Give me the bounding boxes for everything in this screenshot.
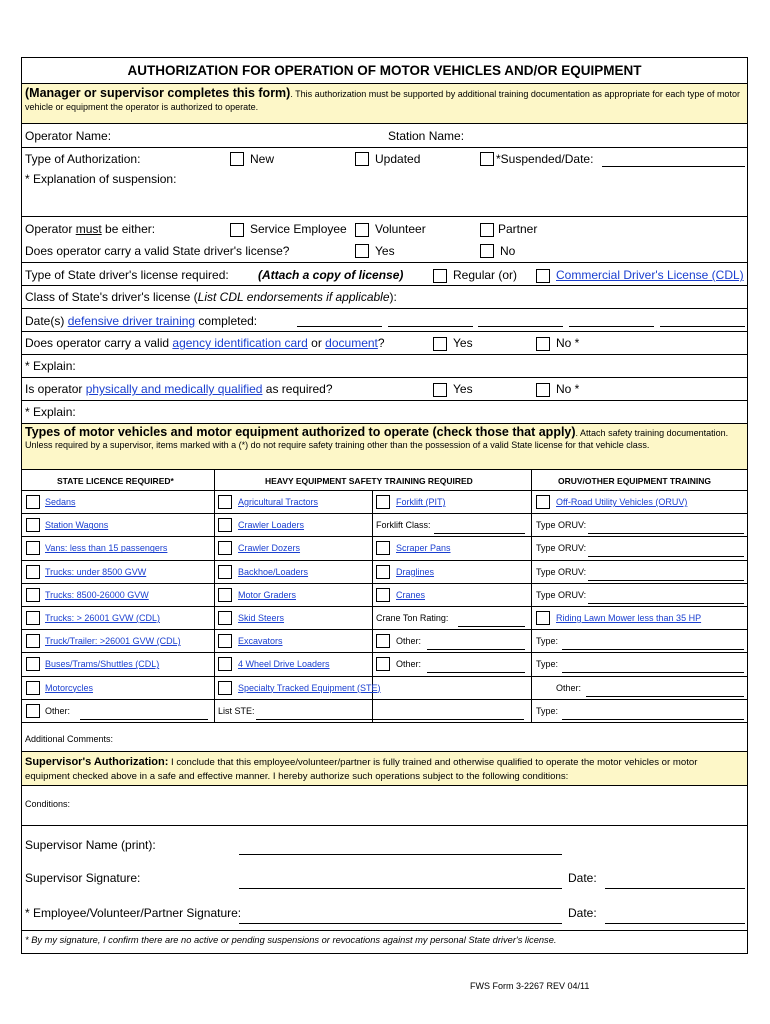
suspended-label: *Suspended/Date: — [496, 152, 594, 166]
table-row — [22, 491, 747, 514]
supervisor-sig-line[interactable] — [239, 888, 562, 889]
date-label-1: Date: — [568, 870, 597, 885]
types-section-text: . Attach safety training documentation. Unless required by a supervisor, items marked with a (*) do not require safety training other than the possession of a valid State license for that vehicle class. — [25, 428, 729, 450]
operator-must-row — [22, 217, 747, 240]
state-licence-item[interactable]: Station Wagons — [45, 520, 109, 531]
oruv-type-line[interactable] — [588, 580, 744, 581]
conditions-row — [22, 786, 747, 826]
heavy-equipment-item-2[interactable]: Cranes — [396, 589, 426, 600]
state-licence-item[interactable]: Sedans — [45, 497, 76, 507]
state-licence-item[interactable]: Trucks: under 8500 GVW — [45, 566, 147, 577]
list-ste-line[interactable] — [256, 719, 524, 720]
agency-id-label: Does operator carry a valid agency identification card or document? — [25, 336, 385, 350]
defensive-training-link[interactable]: defensive driver training — [67, 314, 196, 328]
vehicle-checkbox[interactable] — [26, 611, 40, 625]
date-line-sup[interactable] — [605, 888, 745, 889]
supervisor-name-label: Supervisor Name (print): — [25, 837, 156, 852]
vehicle-checkbox[interactable] — [26, 541, 40, 555]
heavy-equipment-item-2: Other: — [396, 636, 422, 647]
equipment-checkbox[interactable] — [376, 657, 390, 671]
vehicle-checkbox[interactable] — [26, 657, 40, 671]
forklift-class-line[interactable] — [434, 533, 525, 534]
date-line-1[interactable] — [297, 326, 382, 327]
vehicle-checkbox[interactable] — [26, 495, 40, 509]
equipment-checkbox[interactable] — [218, 518, 232, 532]
heavy-equipment-item[interactable]: Crawler Dozers — [238, 543, 301, 554]
vehicle-checkbox[interactable] — [26, 704, 40, 718]
physical-qualified-link[interactable]: physically and medically qualified — [85, 382, 263, 396]
heavy-equipment-item: List STE: — [218, 705, 255, 716]
physical-label: Is operator physically and medically qualified as required? — [25, 382, 333, 396]
heavy-equipment-item-2: Forklift Class: — [376, 520, 431, 531]
employee-sig-label: * Employee/Volunteer/Partner Signature: — [25, 905, 242, 920]
additional-comments-label: Additional Comments: — [25, 733, 114, 744]
heavy-equipment-item-2: Crane Ton Rating: — [376, 612, 449, 623]
physical-yes-checkbox[interactable] — [433, 383, 447, 397]
cdl-checkbox[interactable] — [536, 269, 550, 283]
table-row — [22, 677, 747, 700]
license-class-label: Class of State's driver's license (List CDL endorsements if applicable): — [25, 290, 397, 304]
state-licence-item[interactable]: Trucks: 8500-26000 GVW — [45, 589, 149, 600]
employee-sig-row — [22, 895, 747, 931]
equipment-checkbox[interactable] — [218, 634, 232, 648]
equipment-checkbox[interactable] — [376, 634, 390, 648]
oruv-checkbox[interactable] — [536, 495, 550, 509]
type-auth-label: Type of Authorization: — [25, 152, 141, 166]
intro-bold: (Manager or supervisor completes this form) — [25, 86, 291, 100]
oruv-type-line[interactable] — [586, 696, 744, 697]
equipment-checkbox[interactable] — [218, 541, 232, 555]
service-employee-label: Service Employee — [250, 222, 347, 236]
employee-sig-line[interactable] — [239, 923, 562, 924]
oruv-type-line[interactable] — [562, 719, 744, 720]
heavy-equipment-item[interactable]: Motor Graders — [238, 589, 297, 600]
equipment-checkbox[interactable] — [218, 657, 232, 671]
heavy-equipment-item-2[interactable]: Forklift (PIT) — [396, 497, 446, 507]
vehicle-checkbox[interactable] — [26, 565, 40, 579]
agency-no-label: No * — [556, 336, 580, 350]
physical-row — [22, 378, 747, 401]
volunteer-label: Volunteer — [375, 222, 426, 236]
suspended-date-line[interactable] — [602, 166, 745, 167]
document-link[interactable]: document — [325, 336, 378, 350]
date-label-2: Date: — [568, 905, 597, 920]
heavy-equipment-item-2[interactable]: Scraper Pans — [396, 543, 451, 554]
license-yes-checkbox[interactable] — [355, 244, 369, 258]
supervisor-name-line[interactable] — [239, 854, 562, 855]
types-section-header — [22, 424, 747, 470]
suspended-checkbox[interactable] — [480, 152, 494, 166]
new-label: New — [250, 152, 275, 166]
state-licence-item[interactable]: Trucks: > 26001 GVW (CDL) — [45, 612, 160, 623]
supervisor-auth-text: I conclude that this employee/volunteer/partner is fully trained and otherwise qualified to operate the motor vehicles or motor equipment checked above in a safe and effective manner. I hereby authorize such operations subject to the following conditions: — [25, 756, 698, 782]
regular-license-checkbox[interactable] — [433, 269, 447, 283]
updated-checkbox[interactable] — [355, 152, 369, 166]
heavy-equipment-item[interactable]: Crawler Loaders — [238, 520, 305, 531]
state-licence-item[interactable]: Buses/Trams/Shuttles (CDL) — [45, 659, 160, 670]
col-heavy-equipment: HEAVY EQUIPMENT SAFETY TRAINING REQUIRED — [265, 476, 473, 486]
agency-yes-label: Yes — [453, 336, 473, 350]
license-type-label: Type of State driver's license required: — [25, 268, 229, 282]
table-row — [22, 700, 747, 723]
oruv-item: Type ORUV: — [536, 543, 587, 554]
heavy-equipment-item-2: Other: — [396, 659, 422, 670]
equipment-checkbox[interactable] — [218, 565, 232, 579]
state-licence-item[interactable]: Vans: less than 15 passengers — [45, 543, 168, 554]
heavy-equipment-item[interactable]: Specialty Tracked Equipment (STE) — [238, 682, 381, 693]
heavy-equipment-item[interactable]: 4 Wheel Drive Loaders — [238, 659, 330, 670]
agency-id-row — [22, 332, 747, 355]
equipment-grid — [22, 491, 747, 723]
cdl-link[interactable]: Commercial Driver's License (CDL) — [556, 268, 744, 282]
oruv-checkbox[interactable] — [536, 611, 550, 625]
explain-row-2 — [22, 401, 747, 424]
equipment-checkbox[interactable] — [218, 681, 232, 695]
operator-name-row — [22, 124, 747, 148]
license-no-label: No — [500, 244, 516, 258]
table-row — [22, 584, 747, 607]
partner-checkbox[interactable] — [480, 223, 494, 237]
agency-id-card-link[interactable]: agency identification card — [172, 336, 308, 350]
equipment-checkbox[interactable] — [376, 495, 390, 509]
oruv-item[interactable]: Riding Lawn Mower less than 35 HP — [556, 612, 702, 623]
heavy-equipment-item[interactable]: Backhoe/Loaders — [238, 566, 309, 577]
date-line-emp[interactable] — [605, 923, 745, 924]
intro-text — [22, 84, 747, 124]
supervisor-name-row — [22, 826, 747, 860]
equipment-checkbox[interactable] — [218, 611, 232, 625]
agency-yes-checkbox[interactable] — [433, 337, 447, 351]
other-equipment-line[interactable] — [427, 672, 525, 673]
intro-body: . This authorization must be supported by additional training documentation as appropriate for each type of motor vehicle or equipment the operator is authorized to operate. — [25, 89, 740, 112]
license-class-row — [22, 286, 747, 309]
other-equipment-line[interactable] — [427, 649, 525, 650]
disclaimer-row — [22, 931, 747, 953]
equipment-checkbox[interactable] — [218, 588, 232, 602]
explain-row-1 — [22, 355, 747, 378]
oruv-item: Type ORUV: — [536, 566, 587, 577]
station-name-label: Station Name: — [388, 129, 465, 143]
physical-yes-label: Yes — [453, 382, 473, 396]
service-employee-checkbox[interactable] — [230, 223, 244, 237]
oruv-item[interactable]: Off-Road Utility Vehicles (ORUV) — [556, 497, 688, 507]
state-licence-item[interactable]: Motorcycles — [45, 682, 94, 693]
license-no-checkbox[interactable] — [480, 244, 494, 258]
col-oruv: ORUV/OTHER EQUIPMENT TRAINING — [558, 476, 712, 486]
heavy-equipment-item[interactable]: Agricultural Tractors — [238, 497, 319, 507]
operator-must-label: Operator must be either: — [25, 222, 156, 236]
attach-license-note: (Attach a copy of license) — [258, 268, 404, 282]
date-line-3[interactable] — [478, 326, 563, 327]
conditions-label: Conditions: — [25, 798, 71, 809]
physical-no-label: No * — [556, 382, 580, 396]
vehicle-checkbox[interactable] — [26, 681, 40, 695]
license-yes-label: Yes — [375, 244, 395, 258]
table-row — [22, 630, 747, 653]
heavy-equipment-item[interactable]: Excavators — [238, 636, 283, 647]
supervisor-auth-bold: Supervisor's Authorization: — [25, 755, 169, 768]
vehicle-checkbox[interactable] — [26, 634, 40, 648]
table-row — [22, 537, 747, 560]
table-row — [22, 514, 747, 537]
additional-comments-row — [22, 723, 747, 752]
date-line-2[interactable] — [388, 326, 473, 327]
disclaimer-text: * By my signature, I confirm there are no active or pending suspensions or revocations against my personal State driver's license. — [25, 934, 557, 945]
heavy-equipment-item-2[interactable]: Draglines — [396, 566, 435, 577]
heavy-equipment-item[interactable]: Skid Steers — [238, 612, 285, 623]
oruv-item: Type: — [536, 659, 559, 670]
state-licence-item: Other: — [45, 705, 71, 716]
oruv-item: Other: — [556, 682, 582, 693]
type-auth-row — [22, 148, 747, 171]
state-licence-item[interactable]: Truck/Trailer: >26001 GVW (CDL) — [45, 636, 181, 647]
table-row — [22, 653, 747, 676]
license-type-row — [22, 263, 747, 286]
oruv-item: Type ORUV: — [536, 589, 587, 600]
other-line[interactable] — [80, 719, 208, 720]
oruv-type-line[interactable] — [562, 649, 744, 650]
supervisor-auth-section — [22, 752, 747, 786]
vehicle-checkbox[interactable] — [26, 588, 40, 602]
license-valid-row — [22, 240, 747, 263]
equipment-checkbox[interactable] — [376, 541, 390, 555]
date-line-5[interactable] — [660, 326, 745, 327]
oruv-type-line[interactable] — [588, 603, 744, 604]
license-valid-label: Does operator carry a valid State driver's license? — [25, 244, 290, 258]
regular-license-label: Regular (or) — [453, 268, 518, 282]
equipment-checkbox[interactable] — [376, 588, 390, 602]
explain-label-2: * Explain: — [25, 405, 76, 419]
form-number: FWS Form 3-2267 REV 04/11 — [470, 981, 590, 991]
types-section-bold: Types of motor vehicles and motor equipment authorized to operate (check those that apply) — [25, 425, 576, 439]
supervisor-sig-row — [22, 860, 747, 895]
defensive-training-row — [22, 309, 747, 332]
date-line-4[interactable] — [569, 326, 654, 327]
oruv-item: Type: — [536, 705, 559, 716]
table-row — [22, 607, 747, 630]
explanation-row — [22, 171, 747, 217]
form-title: AUTHORIZATION FOR OPERATION OF MOTOR VEHICLES AND/OR EQUIPMENT — [22, 58, 747, 84]
oruv-type-line[interactable] — [588, 533, 744, 534]
new-checkbox[interactable] — [230, 152, 244, 166]
oruv-type-line[interactable] — [562, 672, 744, 673]
crane-rating-line[interactable] — [458, 626, 525, 627]
agency-no-checkbox[interactable] — [536, 337, 550, 351]
defensive-training-label: Date(s) defensive driver training completed: — [25, 314, 258, 328]
equipment-checkbox[interactable] — [218, 495, 232, 509]
table-row — [22, 561, 747, 584]
oruv-item: Type: — [536, 636, 559, 647]
columns-header — [22, 470, 747, 491]
oruv-item: Type ORUV: — [536, 520, 587, 531]
operator-name-label: Operator Name: — [25, 129, 112, 143]
physical-no-checkbox[interactable] — [536, 383, 550, 397]
updated-label: Updated — [375, 152, 421, 166]
oruv-type-line[interactable] — [588, 556, 744, 557]
volunteer-checkbox[interactable] — [355, 223, 369, 237]
explanation-label: * Explanation of suspension: — [25, 172, 177, 186]
vehicle-checkbox[interactable] — [26, 518, 40, 532]
authorization-form — [21, 57, 748, 954]
supervisor-sig-label: Supervisor Signature: — [25, 870, 141, 885]
col-state-licence: STATE LICENCE REQUIRED* — [57, 476, 174, 486]
explain-label-1: * Explain: — [25, 359, 76, 373]
partner-label: Partner — [498, 222, 538, 236]
equipment-checkbox[interactable] — [376, 565, 390, 579]
